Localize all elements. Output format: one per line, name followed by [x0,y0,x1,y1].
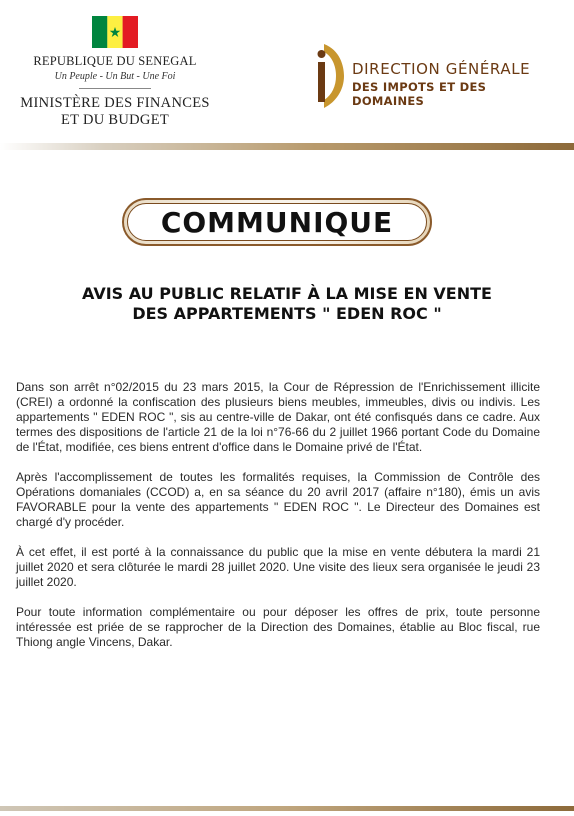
notice-title-line-1: AVIS AU PUBLIC RELATIF À LA MISE EN VENTE [82,284,492,303]
communique-badge [122,198,432,246]
dgid-line-2: DES IMPOTS ET DES DOMAINES [352,80,487,108]
national-motto: Un Peuple - Un But - Une Foi [54,71,176,82]
senegal-flag-icon [92,16,138,48]
notice-title-line-2: DES APPARTEMENTS " EDEN ROC " [132,304,442,323]
dgid-line-1: DIRECTION GÉNÉRALE [352,60,531,78]
ministry-line-2: ET DU BUDGET [60,112,170,128]
communique-badge-inner [127,203,427,241]
republic-name: REPUBLIQUE DU SENEGAL [33,54,197,68]
notice-body [16,380,540,665]
footer-separator-bar [0,806,574,811]
body-paragraph-1: Dans son arrêt n°02/2015 du 23 mars 2015, la Cour de Répression de l'Enrichissement illicite (CREI) a ordonné la confiscation des plusieurs biens meubles, immeubles, divis ou indivis. Les appartements " EDEN ROC ", sis au centre-ville de Dakar, ont été confisqués dans ce cadre. Aux termes des dispositions de l'article 21 de la loi n°76-66 du 2 juillet 1966 portant Code du Domaine de l'État, modifiée, ces biens entrent d'office dans le Domaine privé de l'État. [16,380,540,454]
communique-label: COMMUNIQUE [160,205,394,239]
ministry-name [0,95,230,129]
ministry-line-1: MINISTÈRE DES FINANCES [20,95,210,111]
dgid-header [310,40,560,110]
body-paragraph-4: Pour toute information complémentaire ou pour déposer les offres de prix, toute personne intéressée est priée de se rapprocher de la Direction des Domaines, établie au Bloc fiscal, rue Thiong angle Vincens, Dakar. [16,605,540,649]
body-paragraph-2: Après l'accomplissement de toutes les formalités requises, la Commission de Contrôle des Opérations domaniales (CCOD) a, en sa séance du 20 avril 2017 (affaire n°180), émis un avis FAVORABLE pour la vente des appartements " EDEN ROC ". Le Directeur des Domaines est chargé d'y procéder. [16,470,540,529]
dgid-name [352,60,562,108]
ministry-header [0,16,230,129]
dgid-logo-icon [310,40,344,110]
notice-title [20,284,554,324]
body-paragraph-3: À cet effet, il est porté à la connaissance du public que la mise en vente débutera la mardi 21 juillet 2020 et sera clôturée le mardi 28 juillet 2020. Une visite des lieux sera organisée le jeudi 23 juillet 2020. [16,545,540,589]
header-separator-bar [0,143,574,150]
header-divider [79,88,151,89]
